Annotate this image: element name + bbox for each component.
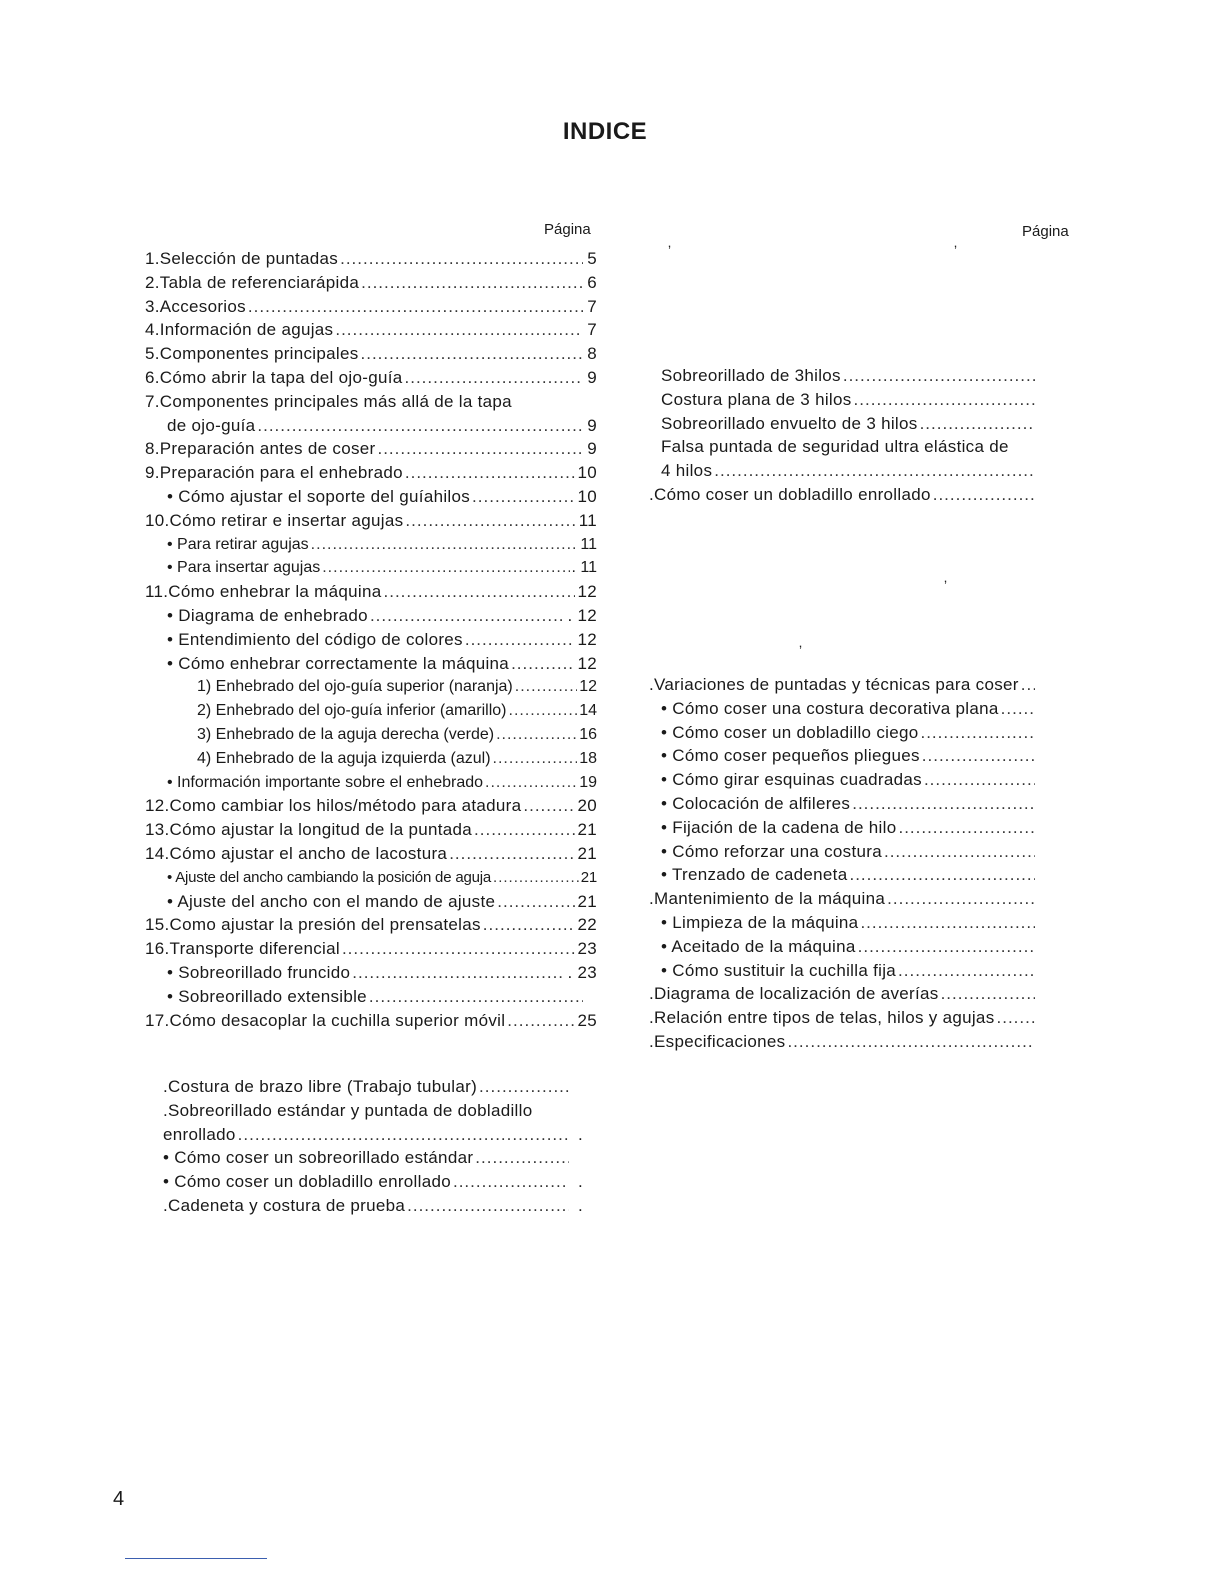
toc-entry [145, 628, 597, 652]
toc-entry-number: 2. [145, 272, 160, 292]
toc-left-column [145, 247, 597, 1032]
leader-dots [852, 792, 1035, 816]
leader-dots [361, 271, 583, 295]
toc-entry-label: Transporte diferencial [169, 939, 340, 959]
accent-mark: ʼ [668, 243, 672, 259]
toc-entry [649, 982, 1049, 1006]
toc-entry-number: 5. [145, 344, 160, 364]
toc-entry-label: Cómo enhebrar la máquina [168, 582, 382, 602]
toc-entry [649, 792, 1049, 816]
toc-entry-label: enrollado [163, 1124, 236, 1144]
toc-entry-label: Cómo retirar e insertar agujas [169, 510, 404, 530]
toc-entry [649, 863, 1049, 887]
toc-entry [649, 887, 1049, 911]
toc-entry [145, 366, 597, 390]
leader-dots [854, 388, 1035, 412]
toc-entry-label: Tabla de referenciarápida [159, 272, 360, 292]
toc-entry-label: • Cómo ajustar el soporte del guíahilos [167, 486, 471, 506]
toc-entry-number: 8. [145, 439, 160, 459]
toc-entry-label: .Cadeneta y costura de prueba [163, 1195, 406, 1215]
toc-entry [145, 985, 597, 1009]
toc-entry [145, 890, 597, 914]
toc-entry-label: Cómo abrir la tapa del ojo-guía [159, 367, 403, 387]
page-number: 4 [113, 1488, 125, 1510]
toc-entry-label: Cómo ajustar el ancho de lacostura [169, 843, 448, 863]
leader-dots [405, 509, 576, 533]
toc-entry [649, 911, 1049, 935]
toc-entry-label: 3) Enhebrado de la aguja derecha (verde) [197, 725, 495, 743]
toc-entry-page: 25 [577, 1010, 597, 1030]
toc-entry-number: 12. [145, 796, 170, 816]
leader-dots [884, 840, 1035, 864]
leader-dots [474, 818, 575, 842]
accent-mark: ʼ [944, 578, 948, 594]
toc-entry [145, 866, 597, 890]
toc-entry [649, 935, 1049, 959]
toc-entry-page: . 23 [567, 962, 597, 982]
toc-entry-page: 21 [577, 820, 597, 840]
leader-dots [843, 364, 1035, 388]
toc-entry-label: • Diagrama de enhebrado [167, 605, 368, 625]
leader-dots [898, 816, 1035, 840]
toc-entry [145, 604, 597, 628]
toc-entry [163, 1123, 583, 1147]
leader-dots [997, 1006, 1036, 1030]
toc-entry [145, 913, 597, 937]
leader-dots [322, 556, 569, 580]
leader-dots [493, 747, 578, 771]
leader-dots [405, 461, 576, 485]
toc-entry-label: • Entendimiento del código de colores [167, 629, 463, 649]
toc-entry-label: .Variaciones de puntadas y técnicas para coser [649, 675, 1019, 694]
toc-entry-label: • Limpieza de la máquina [661, 912, 859, 932]
toc-entry-page: . 11 [571, 559, 597, 577]
toc-entry-label: .Costura de brazo libre (Trabajo tubular) [163, 1077, 478, 1096]
toc-entry [145, 1009, 597, 1033]
toc-entry [163, 1146, 583, 1170]
toc-entry [145, 961, 597, 985]
toc-entry [145, 937, 597, 961]
toc-entry-label: • Colocación de alfileres [661, 793, 851, 813]
toc-entry [649, 435, 1049, 459]
toc-entry [145, 485, 597, 509]
toc-right-block-b [649, 673, 1049, 1054]
leader-dots [370, 604, 566, 628]
toc-entry-label: .Especificaciones [649, 1031, 786, 1051]
toc-entry-page: 10 [577, 486, 597, 506]
leader-dots [248, 295, 583, 319]
toc-entry-page: 11 [580, 535, 597, 553]
leader-dots [257, 414, 583, 438]
leader-dots [342, 937, 576, 961]
leader-dots [335, 318, 583, 342]
toc-entry [649, 483, 1049, 507]
leader-dots [933, 483, 1035, 507]
toc-entry-label: • Ajuste del ancho con el mando de ajuste [167, 891, 496, 911]
toc-entry-label: .Cómo coser un dobladillo enrollado [649, 484, 931, 504]
leader-dots [311, 533, 579, 557]
leader-dots [369, 985, 583, 1009]
toc-entry-page: 12 [577, 629, 597, 649]
toc-entry-label: • Fijación de la cadena de hilo [661, 817, 897, 837]
toc-entry-label: 1) Enhebrado del ojo-guía superior (naranja) [197, 678, 513, 696]
toc-entry [649, 388, 1049, 412]
leader-dots [377, 437, 583, 461]
toc-entry [649, 721, 1049, 745]
toc-entry-number: 9. [145, 463, 160, 483]
toc-entry [145, 699, 597, 723]
leader-dots [497, 890, 575, 914]
toc-entry [649, 459, 1049, 483]
toc-entry-label: Accesorios [159, 296, 246, 316]
leader-dots [453, 1170, 569, 1194]
toc-entry-label: Como ajustar la presión del prensatelas [169, 915, 481, 935]
leader-dots [483, 913, 576, 937]
toc-entry [145, 723, 597, 747]
toc-entry-label: .Diagrama de localización de averías [649, 984, 939, 1004]
toc-entry-label: .Sobreorillado estándar y puntada de dobladillo [163, 1100, 533, 1120]
page-title: INDICE [562, 118, 648, 145]
toc-entry [145, 533, 597, 557]
toc-entry-page: 12 [579, 678, 597, 696]
toc-entry [145, 414, 597, 438]
toc-entry-label: Preparación para el enhebrado [159, 463, 403, 483]
leader-dots [352, 961, 565, 985]
toc-entry-page: 22 [577, 915, 597, 935]
toc-entry-label: Selección de puntadas [159, 249, 339, 268]
toc-entry-page: 9 [587, 415, 597, 435]
toc-entry-label: .Relación entre tipos de telas, hilos y agujas [649, 1008, 995, 1028]
toc-entry-label: • Cómo coser un dobladillo ciego [661, 722, 919, 742]
leader-dots [860, 911, 1035, 935]
toc-entry-label: • Cómo coser un dobladillo enrollado [163, 1172, 451, 1192]
toc-entry [163, 1194, 583, 1218]
toc-entry-number: 1. [145, 249, 160, 268]
toc-entry [145, 794, 597, 818]
toc-entry-number: 15. [145, 915, 170, 935]
leader-dots [384, 580, 576, 604]
toc-entry [145, 818, 597, 842]
toc-entry-label: .Mantenimiento de la máquina [649, 889, 886, 909]
toc-entry-page: 21 [577, 843, 597, 863]
toc-entry-page: 19 [579, 773, 597, 791]
toc-entry-label: Costura plana de 3 hilos [661, 389, 852, 409]
leader-dots [407, 1194, 569, 1218]
toc-entry [163, 1170, 583, 1194]
toc-entry-label: Información de agujas [159, 320, 334, 340]
toc-entry [145, 580, 597, 604]
toc-right-block-a [649, 364, 1049, 507]
toc-entry [145, 509, 597, 533]
toc-entry [145, 390, 597, 414]
toc-entry-label: • Cómo coser una costura decorativa plana [661, 698, 999, 718]
toc-entry-label: • Cómo girar esquinas cuadradas [661, 770, 922, 790]
toc-entry-label: Componentes principales [159, 344, 359, 364]
toc-entry [649, 1006, 1049, 1030]
toc-entry [649, 1030, 1049, 1054]
toc-entry-label: • Cómo sustituir la cuchilla fija [661, 960, 897, 980]
leader-dots [924, 768, 1035, 792]
toc-entry [649, 744, 1049, 768]
toc-entry-label: • Información importante sobre el enhebrado [167, 773, 484, 791]
leader-dots [515, 675, 577, 699]
leader-dots [511, 652, 575, 676]
toc-entry-label: • Ajuste del ancho cambiando la posición de aguja [167, 868, 492, 886]
toc-entry-page: 12 [577, 582, 597, 602]
toc-entry-page: 6 [587, 272, 597, 292]
leader-dots [465, 628, 576, 652]
leader-dots [920, 721, 1035, 745]
leader-dots [507, 1009, 575, 1033]
leader-dots [787, 1030, 1035, 1054]
toc-left-lower-block [163, 1075, 583, 1218]
page-column-header-right: Página [1022, 223, 1069, 240]
toc-entry-label: 4 hilos [661, 461, 713, 481]
toc-entry [649, 959, 1049, 983]
toc-entry-label: • Cómo coser pequeños pliegues [661, 746, 920, 766]
toc-entry-label: • Sobreorillado fruncido [167, 962, 351, 982]
toc-entry [145, 842, 597, 866]
page-column-header-left: Página [544, 221, 591, 238]
toc-entry-label: • Aceitado de la máquina [661, 936, 856, 956]
leader-dots [493, 866, 579, 890]
toc-entry-number: 13. [145, 820, 170, 840]
toc-entry-number: 10. [145, 510, 170, 530]
toc-entry-label: 2) Enhebrado del ojo-guía inferior (amarillo) [197, 702, 507, 720]
toc-entry-page: 7 [587, 296, 597, 316]
toc-entry [145, 556, 597, 580]
leader-dots [922, 744, 1035, 768]
toc-entry [145, 771, 597, 795]
toc-entry-label: Componentes principales más allá de la tapa [159, 391, 512, 411]
leader-dots [340, 247, 583, 271]
toc-entry-label: • Trenzado de cadeneta [661, 865, 848, 885]
toc-entry-number: 11. [145, 582, 169, 602]
leader-dots [475, 1146, 569, 1170]
toc-entry-page: 5 [587, 249, 597, 268]
toc-entry-label: Cómo ajustar la longitud de la puntada [169, 820, 473, 840]
toc-entry [145, 247, 597, 271]
toc-entry-number: 4. [145, 320, 160, 340]
leader-dots [898, 959, 1035, 983]
toc-entry-page: 12 [577, 653, 597, 673]
leader-dots [496, 723, 577, 747]
leader-dots [887, 887, 1035, 911]
toc-entry-number: 17. [145, 1010, 170, 1030]
toc-entry-label: • Sobreorillado extensible [167, 986, 367, 1006]
toc-entry-page: 21 [577, 891, 597, 911]
toc-entry [145, 747, 597, 771]
toc-entry-page: 8 [587, 344, 597, 364]
toc-entry-number: 3. [145, 296, 160, 316]
toc-entry-page: 16 [579, 725, 597, 743]
toc-entry-page: 10 [577, 463, 597, 483]
toc-entry-page: 20 [577, 796, 597, 816]
leader-dots [472, 485, 575, 509]
leader-dots [509, 699, 578, 723]
toc-entry-label: Sobreorillado de 3hilos [661, 366, 841, 385]
leader-dots [714, 459, 1035, 483]
toc-entry-page: . [577, 1195, 583, 1215]
toc-entry [649, 697, 1049, 721]
leader-dots [449, 842, 575, 866]
leader-dots [920, 412, 1035, 436]
toc-entry-page: 7 [587, 320, 597, 340]
toc-entry-label: • Cómo reforzar una costura [661, 841, 882, 861]
toc-entry-page: 23 [577, 939, 597, 959]
leader-dots [1021, 673, 1035, 697]
toc-entry [649, 840, 1049, 864]
toc-entry [649, 816, 1049, 840]
toc-entry [649, 364, 1049, 388]
toc-entry-label: • Para retirar agujas [167, 535, 309, 553]
toc-entry [145, 342, 597, 366]
toc-entry [163, 1075, 583, 1099]
toc-entry-label: de ojo-guía [167, 415, 256, 435]
toc-entry-page: . 12 [567, 605, 597, 625]
toc-entry-number: 7. [145, 391, 160, 411]
toc-entry-page: . [577, 1172, 583, 1192]
toc-entry-number: 16. [145, 939, 170, 959]
toc-entry-label: Como cambiar los hilos/método para atadura [169, 796, 522, 816]
toc-entry-page: 21 [580, 868, 597, 886]
leader-dots [523, 794, 575, 818]
toc-entry [145, 318, 597, 342]
toc-entry-number: 6. [145, 367, 160, 387]
toc-entry-page: 14 [579, 702, 597, 720]
toc-entry-label: Falsa puntada de seguridad ultra elástica de [661, 437, 1009, 457]
leader-dots [361, 342, 583, 366]
toc-entry-label: Sobreorillado envuelto de 3 hilos [661, 413, 918, 433]
toc-entry-page: 11 [578, 510, 597, 530]
toc-entry [649, 768, 1049, 792]
accent-mark: ʼ [954, 243, 958, 259]
toc-entry-label: • Cómo enhebrar correctamente la máquina [167, 653, 510, 673]
toc-entry-label: Preparación antes de coser [159, 439, 376, 459]
toc-entry-label: • Cómo coser un sobreorillado estándar [163, 1148, 474, 1168]
toc-entry [145, 461, 597, 485]
toc-entry-page: 18 [579, 749, 597, 767]
toc-entry-page: 9 [587, 367, 597, 387]
leader-dots [858, 935, 1035, 959]
toc-entry [145, 295, 597, 319]
toc-entry [145, 271, 597, 295]
accent-mark: ʼ [799, 643, 803, 659]
leader-dots [485, 771, 577, 795]
toc-entry-label: 4) Enhebrado de la aguja izquierda (azul) [197, 749, 491, 767]
toc-entry [649, 673, 1049, 697]
leader-dots [941, 982, 1035, 1006]
toc-entry-label: • Para insertar agujas [167, 559, 321, 577]
toc-entry-number: 14. [145, 843, 170, 863]
toc-entry-page: 9 [587, 439, 597, 459]
toc-entry-page: . [577, 1124, 583, 1144]
leader-dots [238, 1123, 569, 1147]
footer-rule [125, 1558, 267, 1559]
toc-entry [649, 412, 1049, 436]
toc-entry [145, 437, 597, 461]
toc-entry [145, 675, 597, 699]
toc-entry [163, 1099, 583, 1123]
leader-dots [405, 366, 584, 390]
leader-dots [1001, 697, 1035, 721]
leader-dots [849, 863, 1035, 887]
toc-entry-label: Cómo desacoplar la cuchilla superior móvil [169, 1010, 506, 1030]
leader-dots [479, 1075, 569, 1099]
toc-entry [145, 652, 597, 676]
